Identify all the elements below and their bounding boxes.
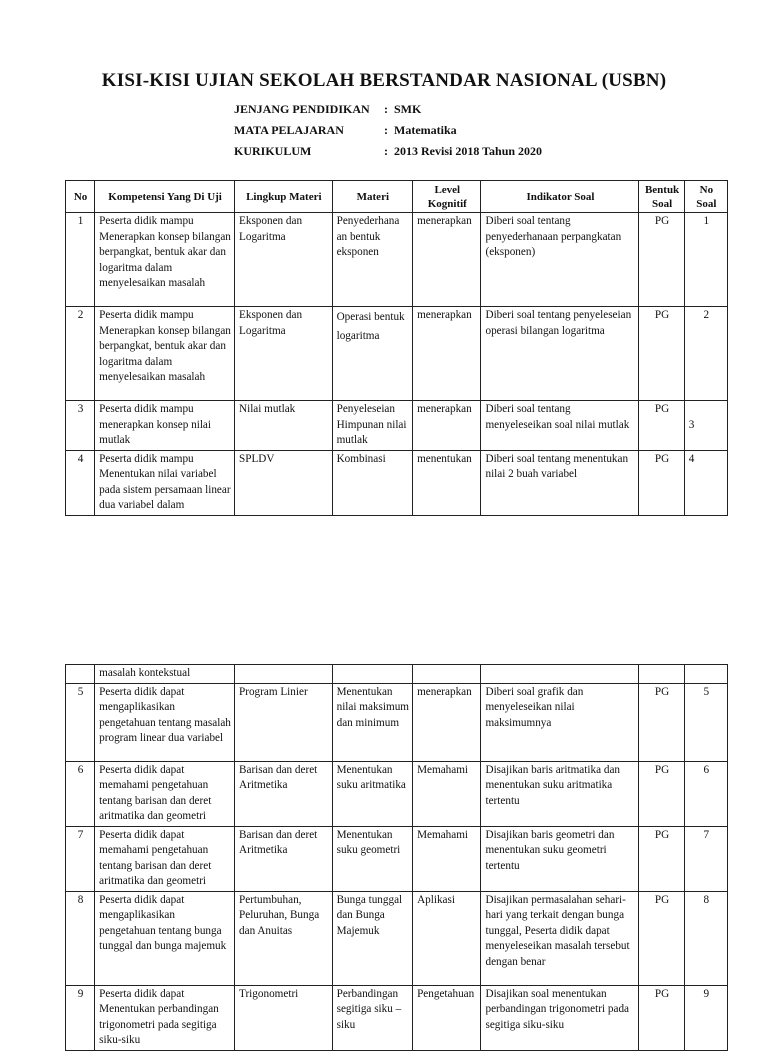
cell-kompetensi: Peserta didik dapat mengaplikasikan pengetahuan tentang masalah program linear dua variabel [95,683,235,761]
meta-row-kurikulum [234,141,542,162]
cell-bentuk: PG [639,307,684,401]
cell-level: menerapkan [413,307,481,401]
header-lingkup: Lingkup Materi [235,181,333,213]
cell-no: 8 [66,891,95,985]
cell-level: menerapkan [413,401,481,451]
cell-indikator: Diberi soal grafik dan menyeleseikan nilai maksimumnya [481,683,639,761]
cell-level: Aplikasi [413,891,481,985]
cell-kompetensi: Peserta didik mampu Menentukan nilai variabel pada sistem persamaan linear dua variabel dalam [95,450,235,515]
cell-materi: Menentukan suku geometri [332,826,412,891]
table-row [66,213,728,307]
meta-colon: : [384,102,388,116]
cell-lingkup: SPLDV [235,450,333,515]
meta-row-mapel [234,120,542,141]
header-indikator: Indikator Soal [481,181,639,213]
cell-indikator: Disajikan baris aritmatika dan menentukan suku aritmatika tertentu [481,761,639,826]
cell-kompetensi: Peserta didik mampu Menerapkan konsep bilangan berpangkat, bentuk akar dan logaritma dalam menyelesaikan masalah [95,307,235,401]
cell-level: Pengetahuan [413,985,481,1050]
cell-no: 7 [66,826,95,891]
cell-materi: Penyederhana an bentuk eksponen [332,213,412,307]
document-meta [234,99,542,162]
meta-value: SMK [394,102,422,116]
cell-bentuk: PG [639,826,684,891]
table-row [66,450,728,515]
kisi-kisi-table-page2 [65,664,728,1051]
header-level: Level Kognitif [413,181,481,213]
cell-bentuk: PG [639,401,684,451]
cell-no: 6 [66,761,95,826]
cell-indikator: Disajikan baris geometri dan menentukan suku geometri tertentu [481,826,639,891]
table-row [66,683,728,761]
cell-lingkup: Eksponen dan Logaritma [235,307,333,401]
table-row [66,307,728,401]
header-no: No [66,181,95,213]
meta-colon: : [384,123,388,137]
cell-no: 1 [66,213,95,307]
cell-indikator: Diberi soal tentang penyederhanaan perpangkatan (eksponen) [481,213,639,307]
cell-nosoal: 8 [684,891,727,985]
cell-indikator: Disajikan permasalahan sehari-hari yang terkait dengan bunga tunggal, Peserta didik dapat menyeleseikan masalah tersebut dengan benar [481,891,639,985]
cell-indikator: Diberi soal tentang penyeleseian operasi bilangan logaritma [481,307,639,401]
cell-lingkup: Program Linier [235,683,333,761]
meta-value: Matematika [394,123,457,137]
cell-materi: Menentukan nilai maksimum dan minimum [332,683,412,761]
cell-materi: Bunga tunggal dan Bunga Majemuk [332,891,412,985]
cell-nosoal: 4 [684,450,727,515]
header-nosoal: No Soal [684,181,727,213]
cell-lingkup: Pertumbuhan, Peluruhan, Bunga dan Anuitas [235,891,333,985]
cell-bentuk: PG [639,761,684,826]
cell-no: 5 [66,683,95,761]
table-row [66,761,728,826]
table-header-row [66,181,728,213]
header-materi: Materi [332,181,412,213]
meta-label: JENJANG PENDIDIKAN [234,102,370,116]
meta-row-jenjang [234,99,542,120]
cell-level [413,665,481,684]
cell-nosoal: 9 [684,985,727,1050]
cell-materi: Menentukan suku aritmatika [332,761,412,826]
cell-materi: Perbandingan segitiga siku – siku [332,985,412,1050]
cell-kompetensi: Peserta didik mampu Menerapkan konsep bilangan berpangkat, bentuk akar dan logaritma dalam menyelesaikan masalah [95,213,235,307]
cell-materi: Operasi bentuk logaritma [332,307,412,401]
cell-lingkup: Barisan dan deret Aritmetika [235,826,333,891]
cell-materi [332,665,412,684]
cell-no: 3 [66,401,95,451]
cell-level: menentukan [413,450,481,515]
table-row [66,401,728,451]
cell-no: 4 [66,450,95,515]
meta-label: KURIKULUM [234,144,312,158]
cell-bentuk: PG [639,213,684,307]
cell-bentuk: PG [639,891,684,985]
cell-lingkup: Nilai mutlak [235,401,333,451]
cell-nosoal: 1 [684,213,727,307]
cell-nosoal: 5 [684,683,727,761]
cell-kompetensi: Peserta didik dapat memahami pengetahuan tentang barisan dan deret aritmatika dan geometri [95,761,235,826]
cell-indikator [481,665,639,684]
cell-kompetensi: Peserta didik mampu menerapkan konsep nilai mutlak [95,401,235,451]
meta-value: 2013 Revisi 2018 Tahun 2020 [394,144,543,158]
cell-kompetensi: Peserta didik dapat memahami pengetahuan tentang barisan dan deret aritmatika dan geometri [95,826,235,891]
cell-no: 9 [66,985,95,1050]
header-bentuk: Bentuk Soal [639,181,684,213]
cell-level: menerapkan [413,683,481,761]
kisi-kisi-table-page1 [65,180,728,516]
table-row [66,665,728,684]
cell-bentuk: PG [639,683,684,761]
cell-lingkup: Barisan dan deret Aritmetika [235,761,333,826]
cell-indikator: Diberi soal tentang menentukan nilai 2 buah variabel [481,450,639,515]
cell-indikator: Diberi soal tentang menyeleseikan soal nilai mutlak [481,401,639,451]
meta-label: MATA PELAJARAN [234,123,344,137]
table-row [66,891,728,985]
cell-nosoal: 7 [684,826,727,891]
cell-bentuk: PG [639,450,684,515]
cell-materi: Penyeleseian Himpunan nilai mutlak [332,401,412,451]
cell-kompetensi: Peserta didik dapat Menentukan perbandingan trigonometri pada segitiga siku-siku [95,985,235,1050]
cell-kompetensi: masalah kontekstual [95,665,235,684]
cell-indikator: Disajikan soal menentukan perbandingan trigonometri pada segitiga siku-siku [481,985,639,1050]
cell-nosoal: 6 [684,761,727,826]
cell-no [66,665,95,684]
header-kompetensi: Kompetensi Yang Di Uji [95,181,235,213]
cell-lingkup [235,665,333,684]
cell-no: 2 [66,307,95,401]
cell-lingkup: Eksponen dan Logaritma [235,213,333,307]
meta-colon: : [384,144,388,158]
cell-level: Memahami [413,761,481,826]
cell-nosoal [684,665,727,684]
cell-kompetensi: Peserta didik dapat mengaplikasikan pengetahuan tentang bunga tunggal dan bunga majemuk [95,891,235,985]
table-row [66,985,728,1050]
cell-bentuk: PG [639,985,684,1050]
cell-nosoal: 2 [684,307,727,401]
cell-level: menerapkan [413,213,481,307]
cell-bentuk [639,665,684,684]
cell-level: Memahami [413,826,481,891]
cell-lingkup: Trigonometri [235,985,333,1050]
document-title: KISI-KISI UJIAN SEKOLAH BERSTANDAR NASIONAL (USBN) [101,70,667,91]
cell-nosoal: 3 [684,401,727,451]
cell-materi: Kombinasi [332,450,412,515]
table-row [66,826,728,891]
